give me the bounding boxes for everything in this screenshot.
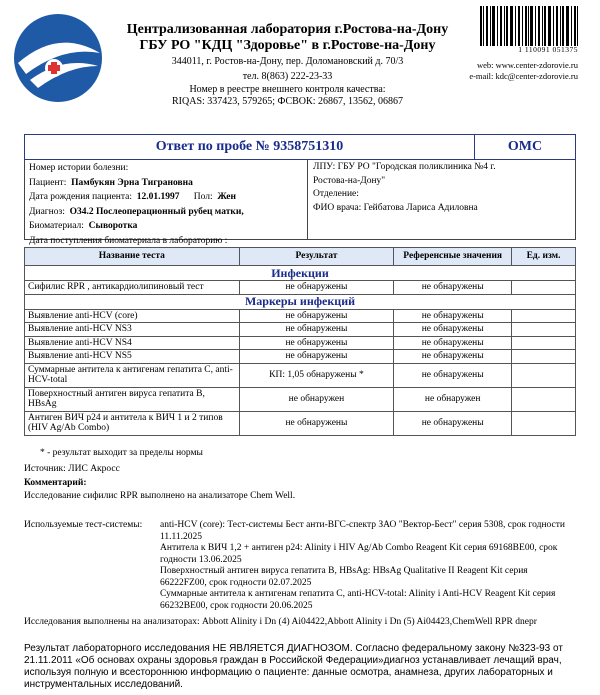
barcode-icon xyxy=(480,6,578,46)
table-row: Поверхностный антиген вируса гепатита B, HBsAg не обнаружен не обнаружен xyxy=(25,387,576,411)
table-row: Суммарные антитела к антигенам гепатита С, anti-HCV-total КП: 1,05 обнаружены * не обнаружены xyxy=(25,363,576,387)
comment-label: Комментарий: xyxy=(24,478,87,488)
department: Отделение: xyxy=(313,189,359,199)
patient-sex: Жен xyxy=(217,192,236,202)
list-item: Поверхностный антиген вируса гепатита B, HBsAg: HBsAg Qualitative II Reagent Kit серия 66222FZ00, срок годности 02.07.2025 xyxy=(160,566,528,588)
list-item: Суммарные антитела к антигенам гепатита С, anti-HCV-total: Alinity i Anti-HCV Reagent Kit серия 66232BE00, срок годности 20.06.2025 xyxy=(160,589,556,611)
footnote: * - результат выходит за пределы нормы xyxy=(40,448,203,458)
patient-diagnosis: O34.2 Послеоперационный рубец матки, xyxy=(69,206,244,217)
biomaterial: Сыворотка xyxy=(88,221,138,231)
comment-text: Исследование сифилис RPR выполнено на анализаторе Chem Well. xyxy=(24,491,296,501)
table-header: Название теста Результат Референсные значения Ед. изм. xyxy=(25,248,576,266)
barcode-number: 1 110091 051375 xyxy=(518,45,578,54)
disclaimer: Результат лабораторного исследования НЕ ЯВЛЯЕТСЯ ДИАГНОЗОМ. Согласно федеральному закону №323-93 от 21.11.2011 «Об основах охраны здоровья граждан в Российской Федерации»диагноз устанавливает лечащий врач, используя полную и всестороннюю информацию о пациенте: данные осмотра, анамнеза, других лабораторных и инструментальных исследований. xyxy=(24,643,563,690)
table-row: Выявление anti-HCV NS5 не обнаружены не обнаружены xyxy=(25,350,576,364)
table-row: Антиген ВИЧ p24 и антитела к ВИЧ 1 и 2 типов (HIV Ag/Ab Combo) не обнаружены не обнаружены xyxy=(25,411,576,435)
source: Источник: ЛИС Акросс xyxy=(24,464,120,474)
table-row: Выявление anti-HCV NS4 не обнаружены не обнаружены xyxy=(25,336,576,350)
patient-info-box xyxy=(24,160,576,246)
systems-list xyxy=(160,520,575,612)
list-item: anti-HCV (core): Тест-системы Бест анти-ВГС-спектр ЗАО "Вектор-Бест" серия 5308, срок годности 11.11.2025 xyxy=(160,520,565,542)
email-link[interactable]: e-mail: kdc@center-zdorovie.ru xyxy=(469,71,578,81)
sample-title: Ответ по пробе № 9358751310 xyxy=(25,135,475,159)
table-row: Выявление anti-HCV (core) не обнаружены не обнаружены xyxy=(25,309,576,323)
lab-address: 344011, г. Ростов-на-Дону, пер. Доломановский д. 70/3 тел. 8(863) 222-23-33 Номер в реестре внешнего контроля качества: RIQAS: 337423, 579265; ФСВОК: 26867, 13562, 06867 xyxy=(171,56,404,107)
list-item: Антитела к ВИЧ 1,2 + антиген p24: Alinity i HIV Ag/Ab Combo Reagent Kit серия 69168BE00, срок годности 13.06.2025 xyxy=(160,543,558,565)
lpu: ЛПУ: ГБУ РО "Городская поликлиника №4 г. xyxy=(313,162,496,172)
history-label: Номер истории болезни: xyxy=(29,163,129,173)
patient-info-left: Номер истории болезни: Пациент: Памбукян Эрна Тиграновна Дата рождения пациента: 12.01.1997 Пол: Жен Диагноз: O34.2 Послеоперационный рубец матки, Биоматериал: Сыворотка Дата поступления биоматериала в лабораторию : xyxy=(25,160,308,239)
patient-info-right: ЛПУ: ГБУ РО "Городская поликлиника №4 г. Ростова-на-Дону" Отделение: ФИО врача: Гейбатова Лариса Адиловна xyxy=(308,160,575,216)
lab-logo-icon xyxy=(8,8,108,108)
web-link[interactable]: web: www.center-zdorovie.ru xyxy=(477,60,578,70)
table-row: Сифилис RPR , антикардиолипиновый тест не обнаружены не обнаружены xyxy=(25,281,576,295)
patient-name: Памбукян Эрна Тиграновна xyxy=(71,177,193,188)
analyzers: Исследования выполнены на анализаторах: Abbott Alinity i Dn (4) Ai04422,Abbott Alinity i Dn (5) Ai04423,ChemWell RPR dnepr xyxy=(24,617,537,627)
sample-title-box xyxy=(24,134,576,160)
lab-name: Централизованная лаборатория г.Ростова-на-Дону ГБУ РО "КДЦ "Здоровье" в г.Ростове-на-Дону xyxy=(126,22,449,53)
doctor: ФИО врача: Гейбатова Лариса Адиловна xyxy=(313,202,478,213)
table-row: Выявление anti-HCV NS3 не обнаружены не обнаружены xyxy=(25,323,576,337)
payment-type: ОМС xyxy=(507,139,543,154)
results-table xyxy=(24,247,576,436)
systems-label: Используемые тест-системы: xyxy=(24,520,143,530)
section-infections: Инфекции xyxy=(25,266,576,281)
patient-dob: 12.01.1997 xyxy=(136,192,180,202)
section-markers: Маркеры инфекций xyxy=(25,294,576,309)
